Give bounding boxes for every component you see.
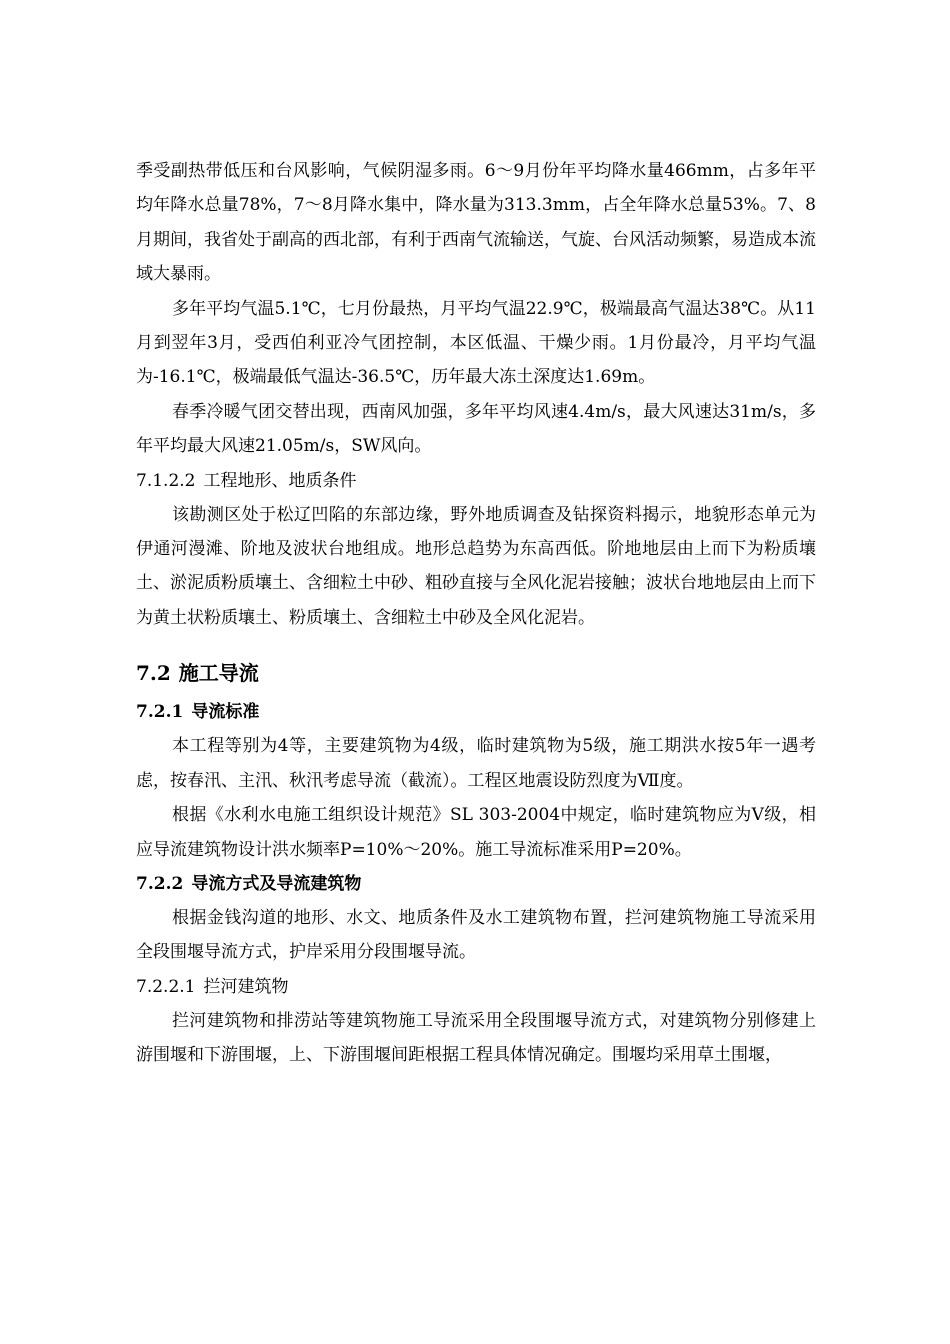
paragraph-temperature: 多年平均气温5.1℃，七月份最热，月平均气温22.9℃，极端最高气温达38℃。从11月到翌年3月，受西伯利亚冷气团控制，本区低温、干燥少雨。1月份最冷，月平均气温为-16.1℃，极端最低气温达-36.5℃，历年最大冻土深度达1.69m。	[136, 298, 816, 388]
heading-title: 施工导流	[178, 661, 259, 686]
heading-title: 导流方式及导流建筑物	[191, 873, 362, 894]
heading-number: 7.2.1	[136, 702, 184, 723]
paragraph-precipitation: 季受副热带低压和台风影响，气候阴湿多雨。6～9月份年平均降水量466mm，占多年平均年降水总量78%，7～8月降水集中，降水量为313.3mm，占全年降水总量53%。7、8月期间，我省处于副高的西北部，有利于西南气流输送，气旋、台风活动频繁，易造成本流域大暴雨。	[136, 161, 816, 285]
heading-number: 7.2.2	[136, 873, 184, 894]
heading-7-1-2-2	[136, 464, 816, 498]
paragraph-cofferdam: 拦河建筑物和排涝站等建筑物施工导流采用全段围堰导流方式，对建筑物分别修建上游围堰和下游围堰，上、下游围堰间距根据工程具体情况确定。围堰均采用草土围堰，	[136, 1010, 816, 1066]
paragraph-diversion-method: 根据金钱沟道的地形、水文、地质条件及水工建筑物布置，拦河建筑物施工导流采用全段围堰导流方式，护岸采用分段围堰导流。	[136, 907, 816, 963]
paragraph-terrain-geology: 该勘测区处于松辽凹陷的东部边缘，野外地质调查及钻探资料揭示，地貌形态单元为伊通河漫滩、阶地及波状台地组成。地形总趋势为东高西低。阶地地层由上而下为粉质壤土、淤泥质粉质壤土、含细粒土中砂、粗砂直接与全风化泥岩接触；波状台地地层由上而下为黄土状粉质壤土、粉质壤土、含细粒土中砂及全风化泥岩。	[136, 504, 816, 628]
heading-7-2-1	[136, 695, 816, 729]
heading-number: 7.2	[136, 661, 171, 686]
heading-7-2	[136, 651, 816, 695]
page-content	[136, 154, 816, 1073]
heading-title: 拦河建筑物	[203, 976, 289, 997]
heading-number: 7.1.2.2	[136, 470, 196, 491]
paragraph-diversion-standard: 根据《水利水电施工组织设计规范》SL 303-2004中规定，临时建筑物应为Ⅴ级，相应导流建筑物设计洪水频率P=10%～20%。施工导流标准采用P=20%。	[136, 805, 816, 860]
paragraph-project-grade: 本工程等别为4等，主要建筑物为4级，临时建筑物为5级，施工期洪水按5年一遇考虑，按春汛、主汛、秋汛考虑导流（截流）。工程区地震设防烈度为Ⅶ度。	[136, 736, 816, 791]
heading-number: 7.2.2.1	[136, 976, 196, 997]
paragraph-wind: 春季冷暖气团交替出现，西南风加强，多年平均风速4.4m/s，最大风速达31m/s，多年平均最大风速21.05m/s，SW风向。	[136, 401, 816, 457]
heading-title: 工程地形、地质条件	[203, 470, 357, 491]
heading-7-2-2	[136, 867, 816, 901]
heading-7-2-2-1	[136, 970, 816, 1004]
heading-title: 导流标准	[191, 702, 260, 723]
